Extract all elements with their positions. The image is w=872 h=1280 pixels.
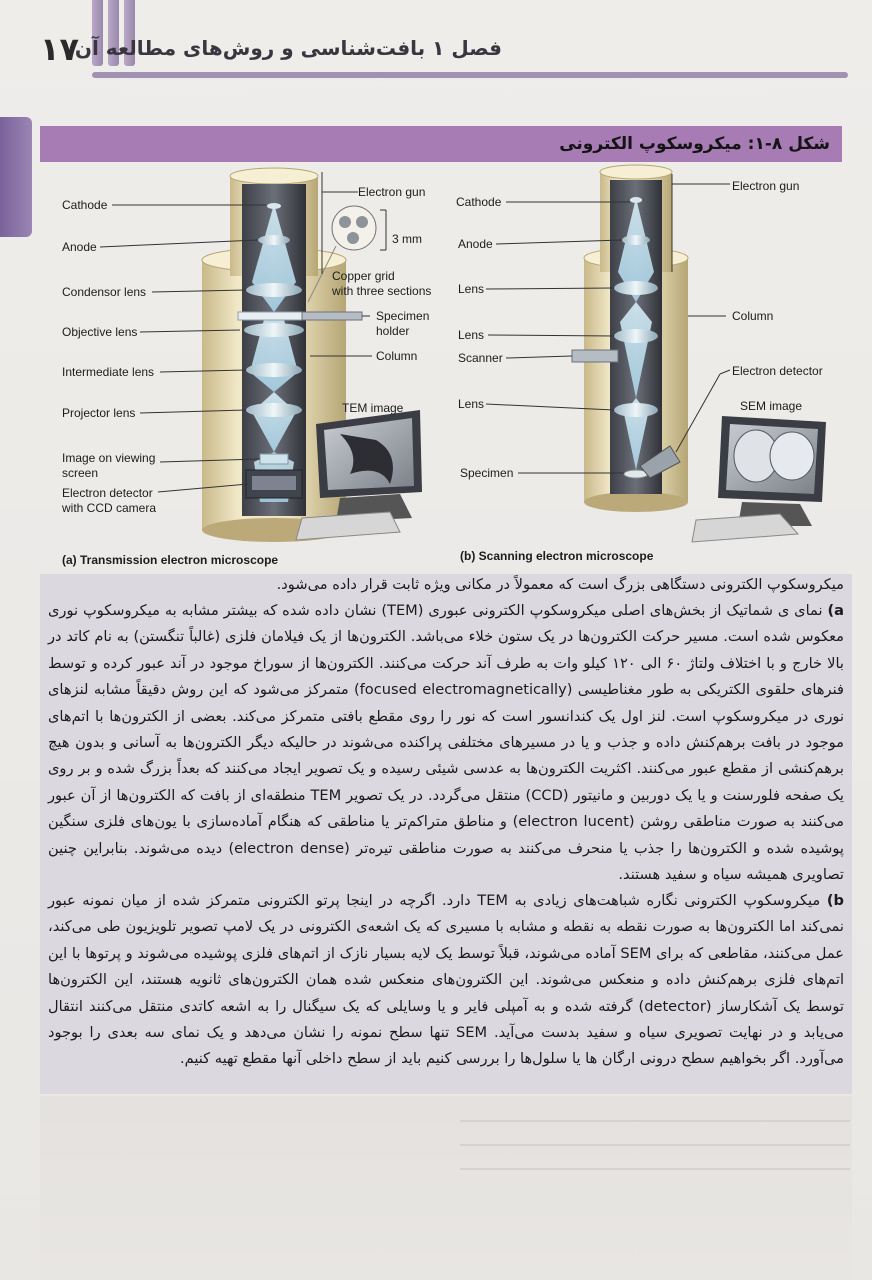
tem-label-anode: Anode <box>62 240 97 254</box>
sem-label-lens: Lens <box>458 397 485 411</box>
blank-lower-area <box>40 1096 852 1280</box>
figure-illustration <box>40 162 842 574</box>
sem-label-anode: Anode <box>458 237 493 251</box>
sem-diagram <box>486 165 826 542</box>
tem-label-intermediate-lens: Intermediate lens <box>62 365 155 379</box>
sem-label-lens: Lens <box>458 282 485 296</box>
tem-subcaption: (a) Transmission electron microscope <box>62 553 279 567</box>
sem-label-column: Column <box>732 309 774 323</box>
paragraph-b <box>48 888 844 1073</box>
paragraph-a-text: نمای ی شماتیک از بخش‌های اصلی میکروسکوپ الکترونی عبوری (TEM) نشان داده شده که بیشتر مشابه به میکروسکوپ نوری معکوس شده است. مسیر حرکت الکترون‌ها در یک ستون خلاء می‌باشد. الکترون‌ها از یک فیلامان فلزی (غالباً تنگستن) به نام کاتد در بالا خارج و با اختلاف ولتاژ ۶۰ الی ۱۲۰ کیلو وات به طرف آند حرکت می‌کنند. الکترون‌ها از سوراخ موجود در آند عبور کرده و توسط فنرهای حلقوی الکتریکی به طور مغناطیسی (focused electromagnetically) متمرکز می‌شود که این روش دقیقاً مشابه لنزهای نوری در میکروسکوپ است. لنز اول یک کندانسور است که نور را روی مقطع بافتی متمرکز می‌کند. بعضی از الکترون‌ها با اتم‌های موجود در بافت برهم‌کنش داده و جذب و یا در مسیرهای مختلفی پراکنده می‌شوند در حالیکه دیگر الکترون‌ها به آسانی و بدون هیچ برهم‌کنشی از مقطع عبور می‌کنند. اکثریت الکترون‌ها به عدسی شیئی رسیده و یک تصویر ایجاد می‌کنند که بعداً بزرگ شده و بر روی یک صفحه فلورسنت و یا یک دوربین و مانیتور (CCD) منتقل می‌گردد. در یک تصویر TEM منطقه‌ای از بافت که الکترون‌ها از آن عبور می‌کنند به صورت مناطقی روشن (electron lucent) و مناطق متراکم‌تر یا مناطقی که هنگام آماده‌سازی با یون‌های فلزی سنگین پوشیده شده و الکترون‌ها را جذب یا منحرف می‌کنند به صورت مناطقی تیره‌تر (electron dense) دیده می‌شوند. بنابراین چنین تصاویری همیشه سیاه و سفید هستند. <box>48 602 844 884</box>
tem-label-electron-detector: Electron detector <box>62 486 153 500</box>
tem-label-projector-lens: Projector lens <box>62 406 136 420</box>
sem-label-scanner: Scanner <box>458 351 503 365</box>
tem-label-image: TEM image <box>342 401 404 415</box>
paragraph-a-marker: a) <box>827 602 844 619</box>
tem-label-electron-detector: with CCD camera <box>62 501 157 515</box>
tem-label-grid-size: 3 mm <box>392 232 422 246</box>
tem-label-objective-lens: Objective lens <box>62 325 138 339</box>
tem-label-copper-grid: with three sections <box>332 284 432 298</box>
sem-label-electron-detector: Electron detector <box>732 364 823 378</box>
sem-label-electron-gun: Electron gun <box>732 179 800 193</box>
show-through-line <box>460 1120 850 1122</box>
tem-label-specimen-holder: holder <box>376 324 410 338</box>
show-through-line <box>460 1144 850 1146</box>
chapter-title: فصل ۱ بافت‌شناسی و روش‌های مطالعه آن <box>74 36 502 60</box>
side-tab <box>0 117 32 237</box>
header-rule <box>92 72 848 78</box>
paragraph-a <box>48 598 844 888</box>
tem-label-copper-grid: Copper grid <box>332 269 395 283</box>
paragraph-b-marker: b) <box>826 892 844 909</box>
sem-label-specimen: Specimen <box>460 466 514 480</box>
sem-label-lens: Lens <box>458 328 485 342</box>
tem-label-cathode: Cathode <box>62 198 108 212</box>
tem-label-electron-gun: Electron gun <box>358 185 426 199</box>
sem-label-image: SEM image <box>740 399 803 413</box>
tem-label-viewing-screen: Image on viewing <box>62 451 156 465</box>
figure-electron-microscopes <box>40 162 842 574</box>
paragraph-b-text: میکروسکوپ الکترونی نگاره شباهت‌های زیادی به TEM دارد. اگرچه در اینجا پرتو الکترونی متمرکز شده از میان نمونه عبور نمی‌کند اما الکترون‌ها به صورت نقطه به نقطه و مشابه با مسیری که یک اشعه‌ی الکترونی در یک لامپ تصویر تلویزیون طی می‌کند، عمل می‌کنند، مقاطعی که برای SEM آماده می‌شوند، قبلاً توسط یک لایه بسیار نازک از اتم‌های فلزی پوشیده می‌شوند و پرتوها با این اتم‌های فلزی برهم‌کنش داده و منعکس می‌شوند. این الکترون‌های منعکس شده همان الکترون‌های ثانویه هستند، این الکترون‌ها توسط یک آشکارساز (detector) گرفته شده و به آمپلی فایر و یا وسایلی که یک سیگنال را به اشعه کاتدی منتقل می‌کنند انتقال می‌یابد و در نهایت تصویری سیاه و سفید بدست می‌آید. SEM تنها سطح نمونه را نشان می‌دهد و یک نمای سه بعدی را بوجود می‌آورد. اگر بخواهیم سطح درونی ارگان ها یا سلول‌ها را بررسی کنیم باید از سطح داخلی آنها مقطع تهیه کنیم. <box>48 892 844 1068</box>
sem-subcaption: (b) Scanning electron microscope <box>460 549 654 563</box>
tem-label-column: Column <box>376 349 418 363</box>
show-through-line <box>460 1168 850 1170</box>
intro-paragraph: میکروسکوپ الکترونی دستگاهی بزرگ است که معمولاً در مکانی ویژه ثابت قرار داده می‌شود. <box>276 576 844 593</box>
sem-label-cathode: Cathode <box>456 195 502 209</box>
tem-label-specimen-holder: Specimen <box>376 309 430 323</box>
figure-caption: شکل ۸-۱: میکروسکوپ الکترونی <box>40 126 842 162</box>
tem-label-condensor-lens: Condensor lens <box>62 285 147 299</box>
tem-label-viewing-screen: screen <box>62 466 99 480</box>
page-number: ۱۷ <box>40 30 80 68</box>
